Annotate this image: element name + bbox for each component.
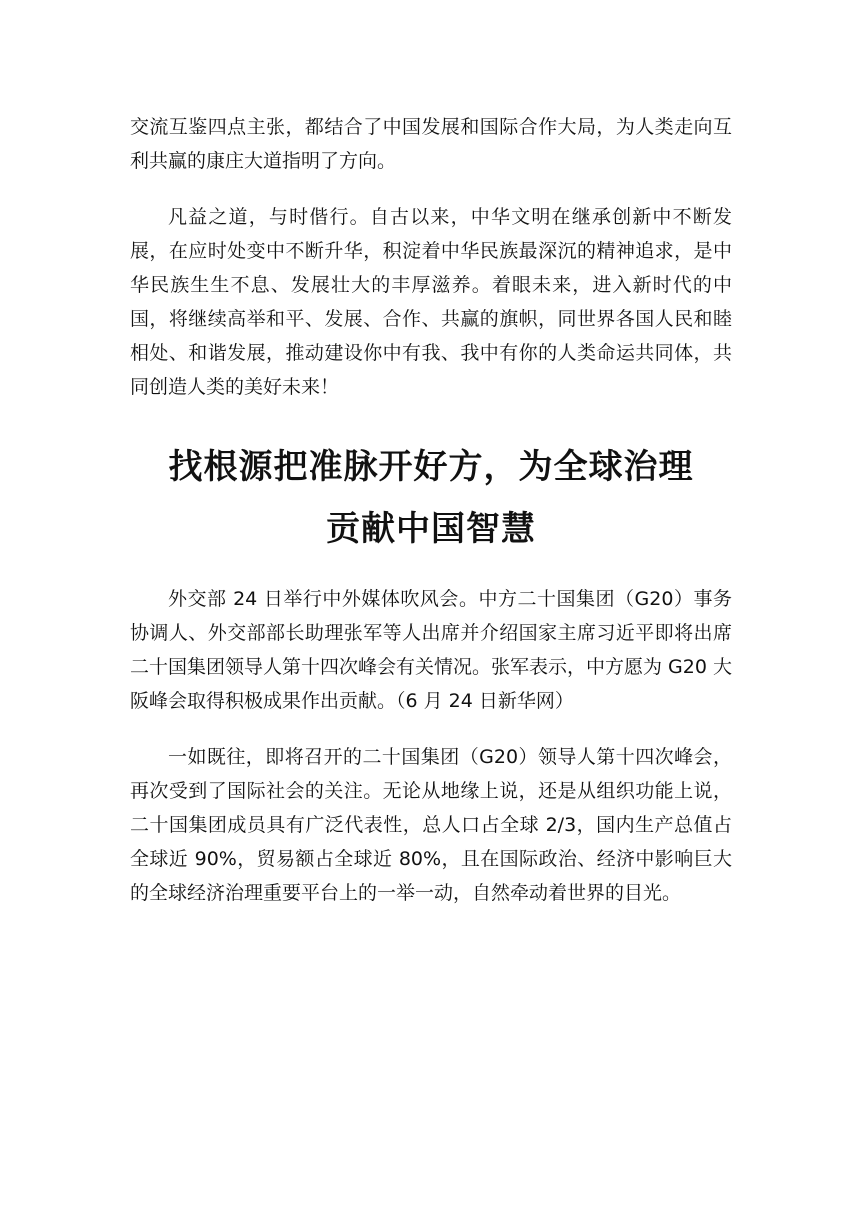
heading-line-2: 贡献中国智慧	[326, 509, 536, 549]
paragraph-fan-yi-zhi-dao: 凡益之道，与时偕行。自古以来，中华文明在继承创新中不断发展，在应时处变中不断升华，积淀着中华民族最深沉的精神追求，是中华民族生生不息、发展壮大的丰厚滋养。着眼未来，进入新时代的中国，将继续高举和平、发展、合作、共赢的旗帜，同世界各国人民和睦相处、和谐发展，推动建设你中有我、我中有你的人类命运共同体，共同创造人类的美好未来！	[130, 206, 732, 398]
paragraph-g20-attention: 一如既往，即将召开的二十国集团（G20）领导人第十四次峰会，再次受到了国际社会的关注。无论从地缘上说，还是从组织功能上说，二十国集团成员具有广泛代表性，总人口占全球 2/3，国内生产总值占全球近 90%，贸易额占全球近 80%，且在国际政治、经济中影响巨大的全球经济治理重要平台上的一举一动，自然牵动着世界的目光。	[130, 746, 732, 904]
section-heading	[130, 436, 732, 560]
paragraph-news-lead: 外交部 24 日举行中外媒体吹风会。中方二十国集团（G20）事务协调人、外交部部长助理张军等人出席并介绍国家主席习近平即将出席二十国集团领导人第十四次峰会有关情况。张军表示，中方愿为 G20 大阪峰会取得积极成果作出贡献。（6 月 24 日新华网）	[130, 588, 732, 712]
heading-line-1: 找根源把准脉开好方，为全球治理	[168, 447, 694, 487]
document-page	[130, 110, 732, 910]
paragraph-continued: 交流互鉴四点主张，都结合了中国发展和国际合作大局，为人类走向互利共赢的康庄大道指明了方向。	[130, 116, 732, 172]
